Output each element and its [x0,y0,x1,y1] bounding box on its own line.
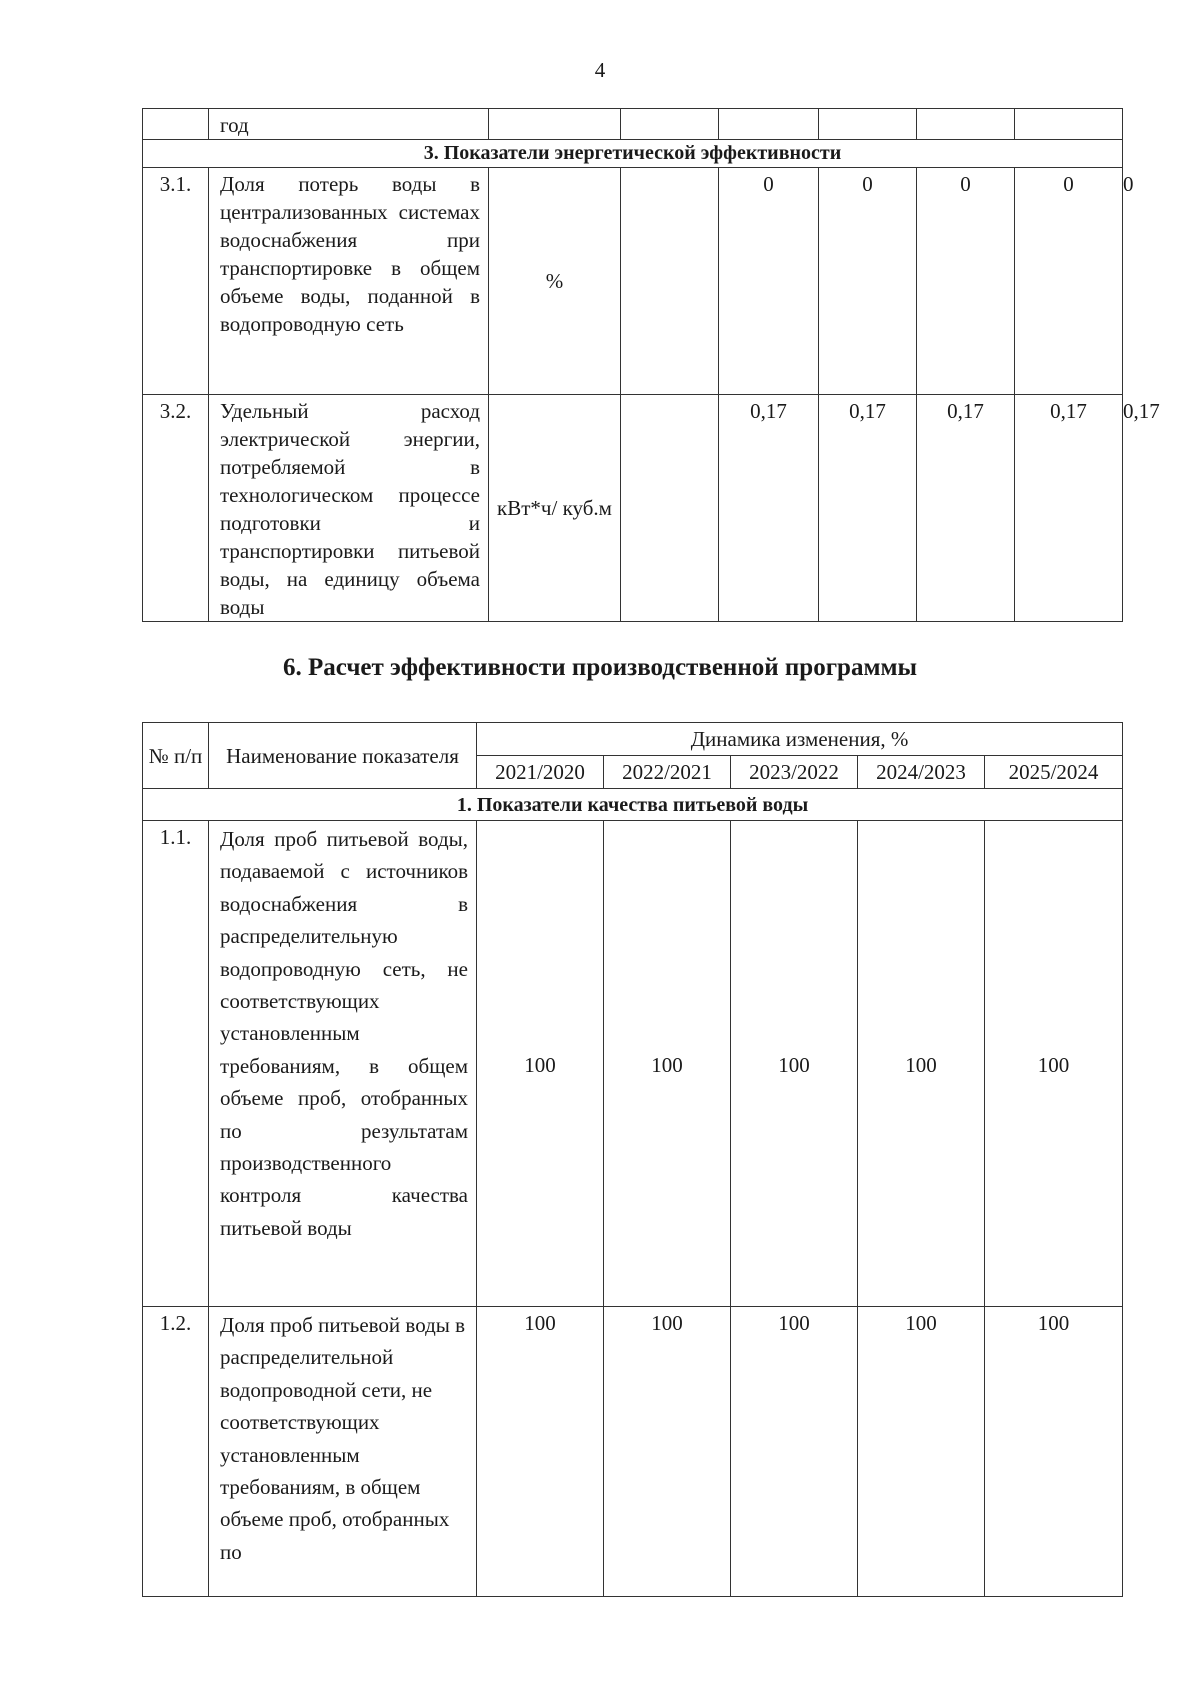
value-cell: 0 [719,168,819,395]
value-cell: 0 [917,168,1015,395]
page-number: 4 [594,58,606,82]
year-header: 2024/2023 [858,756,985,789]
table-row [143,821,1123,1307]
section-title: 3. Показатели энергетической эффективности [143,140,1123,168]
value-cell: 100 [477,1307,604,1597]
col-num-header: № п/п [143,723,209,789]
dynamics-header: Динамика изменения, % [477,723,1123,756]
col-name-header: Наименование показателя [209,723,477,789]
unit-cell: кВт*ч/ куб.м [489,395,621,622]
indicator-name: Доля проб питьевой воды, подаваемой с источников водоснабжения в распределительную водопроводную сеть, не соответствующих установленным требованиям, в общем объеме проб, отобранных по результатам производственного контроля качества питьевой воды [209,821,477,1307]
value-cell: 100 [731,821,858,1307]
value-cell: 100 [604,821,731,1307]
energy-efficiency-table [142,108,1160,622]
value-cell: 0 [1015,168,1123,395]
value-cell: 0,17 [719,395,819,622]
row-number: 3.1. [143,168,209,395]
value-cell: 100 [858,821,985,1307]
indicator-name: Удельный расход электрической энергии, потребляемой в технологическом процессе подготовки и транспортировки питьевой воды, на единицу объема воды [209,395,489,622]
indicator-name: Доля потерь воды в централизованных системах водоснабжения при транспортировке в общем объеме воды, поданной в водопроводную сеть [209,168,489,395]
section-heading: 6. Расчет эффективности производственной программы [282,654,918,681]
value-cell: 0,17 [917,395,1015,622]
section-title: 1. Показатели качества питьевой воды [143,789,1123,821]
value-cell: 100 [858,1307,985,1597]
value-cell: 100 [477,821,604,1307]
table-row [143,109,1123,140]
row-number: 1.1. [143,821,209,1307]
row-number: 3.2. [143,395,209,622]
value-cell: 100 [604,1307,731,1597]
unit-cell: % [489,168,621,395]
section-row [143,789,1123,821]
row-fragment-text: год [209,109,489,140]
year-header: 2021/2020 [477,756,604,789]
value-cell: 100 [985,821,1123,1307]
table-row: 3.1. Доля потерь воды в централизованных системах водоснабжения при транспортировке в общем объеме воды, поданной в водопроводную сеть % 0 0 0 0 0 [143,168,1123,395]
value-cell: 0 [819,168,917,395]
value-cell: 100 [985,1307,1123,1597]
row-number: 1.2. [143,1307,209,1597]
value-cell: 100 [731,1307,858,1597]
table-row: 3.2. Удельный расход электрической энергии, потребляемой в технологическом процессе подготовки и транспортировки питьевой воды, на единицу объема воды кВт*ч/ куб.м 0,17 0,17 0,17 0,17 0,17 [143,395,1123,622]
section-row [143,140,1123,168]
year-header: 2025/2024 [985,756,1123,789]
value-cell: 0,17 [1015,395,1123,622]
table-row [143,1307,1123,1597]
year-header: 2022/2021 [604,756,731,789]
year-header: 2023/2022 [731,756,858,789]
value-cell: 0,17 [819,395,917,622]
indicator-name: Доля проб питьевой воды в распределительной водопроводной сети, не соответствующих установленным требованиям, в общем объеме проб, отобранных по [209,1307,477,1597]
efficiency-calculation-table [142,722,1123,1597]
header-row [143,723,1123,756]
